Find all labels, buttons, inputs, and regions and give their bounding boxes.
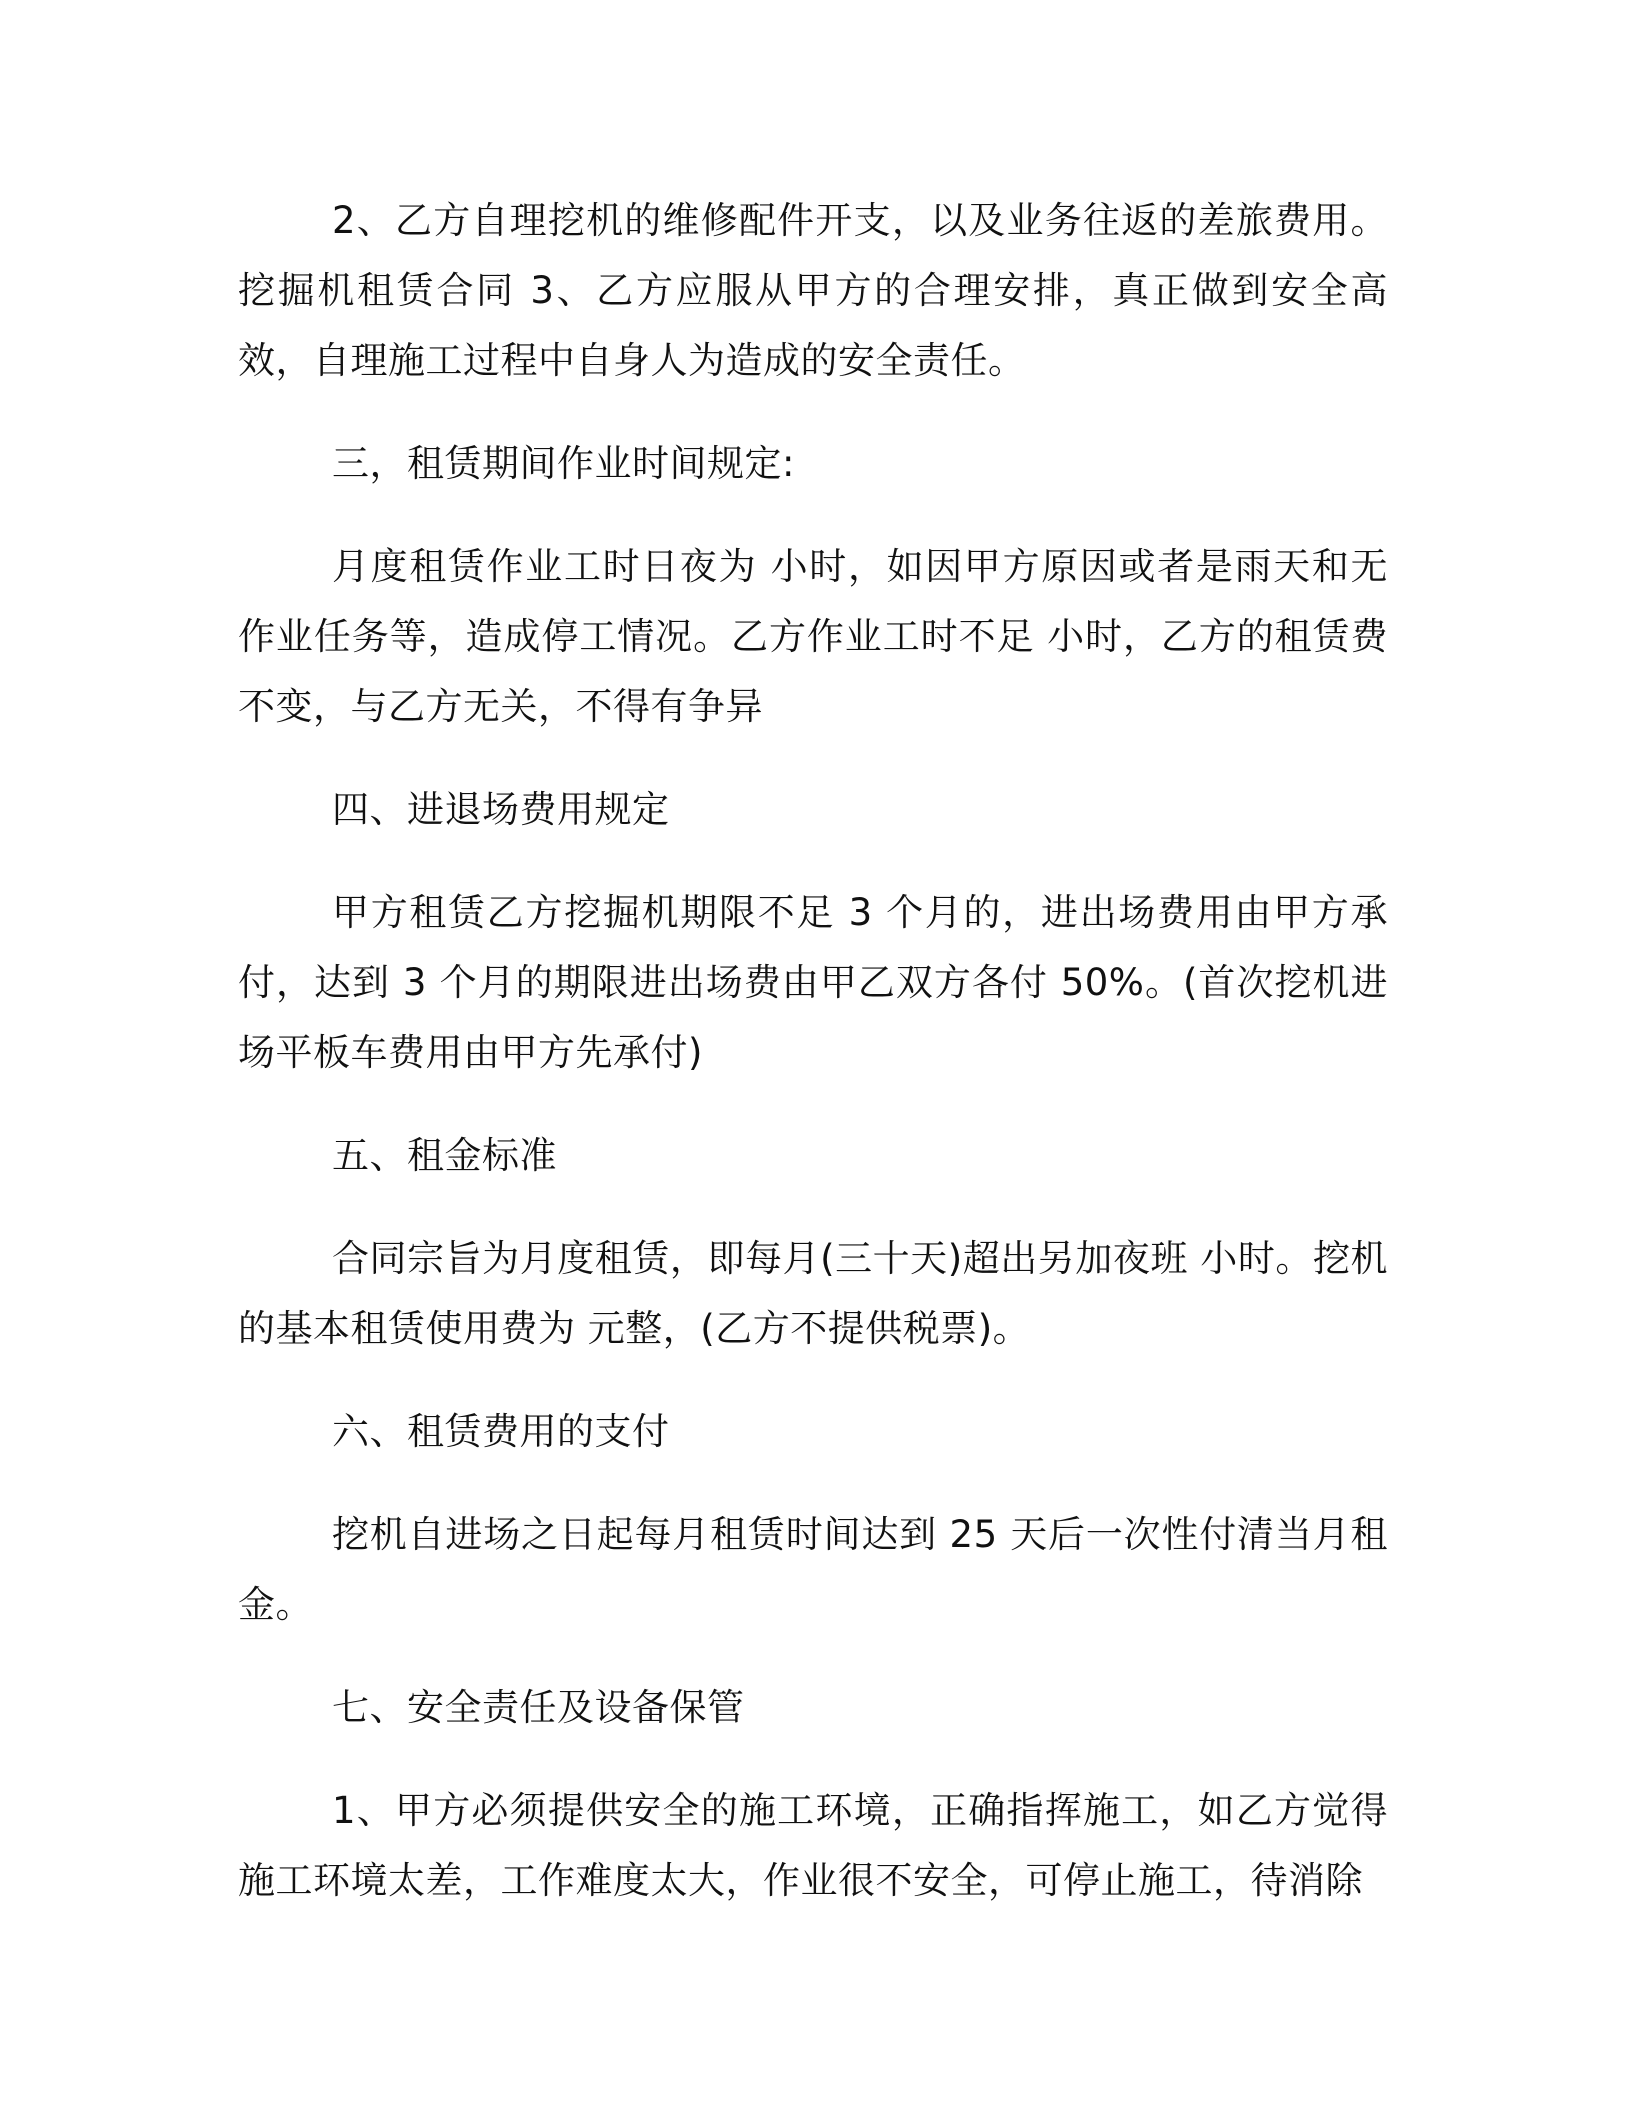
document-body	[238, 186, 1388, 1949]
paragraph-payment: 挖机自进场之日起每月租赁时间达到 25 天后一次性付清当月租金。	[238, 1513, 1388, 1626]
section-heading-work-hours: 三，租赁期间作业时间规定:	[332, 442, 795, 485]
section-heading-site-fees: 四、进退场费用规定	[332, 788, 670, 831]
paragraph-safety: 1、甲方必须提供安全的施工环境，正确指挥施工，如乙方觉得施工环境太差，工作难度太大，作业很不安全，可停止施工，待消除	[238, 1789, 1388, 1902]
section-heading-safety: 七、安全责任及设备保管	[332, 1686, 745, 1729]
section-heading-payment: 六、租赁费用的支付	[332, 1410, 670, 1453]
paragraph-work-hours: 月度租赁作业工时日夜为 小时，如因甲方原因或者是雨天和无作业任务等，造成停工情况。乙方作业工时不足 小时，乙方的租赁费不变，与乙方无关，不得有争异	[238, 545, 1388, 728]
paragraph-rent-standard: 合同宗旨为月度租赁，即每月(三十天)超出另加夜班 小时。挖机的基本租赁使用费为 元整，(乙方不提供税票)。	[238, 1237, 1388, 1350]
paragraph-site-fees: 甲方租赁乙方挖掘机期限不足 3 个月的，进出场费用由甲方承付，达到 3 个月的期限进出场费由甲乙双方各付 50%。(首次挖机进场平板车费用由甲方先承付)	[238, 891, 1388, 1074]
paragraph-expenses: 2、乙方自理挖机的维修配件开支，以及业务往返的差旅费用。挖掘机租赁合同 3、乙方应服从甲方的合理安排，真正做到安全高效，自理施工过程中自身人为造成的安全责任。	[238, 199, 1388, 382]
section-heading-rent-standard: 五、租金标准	[332, 1134, 557, 1177]
